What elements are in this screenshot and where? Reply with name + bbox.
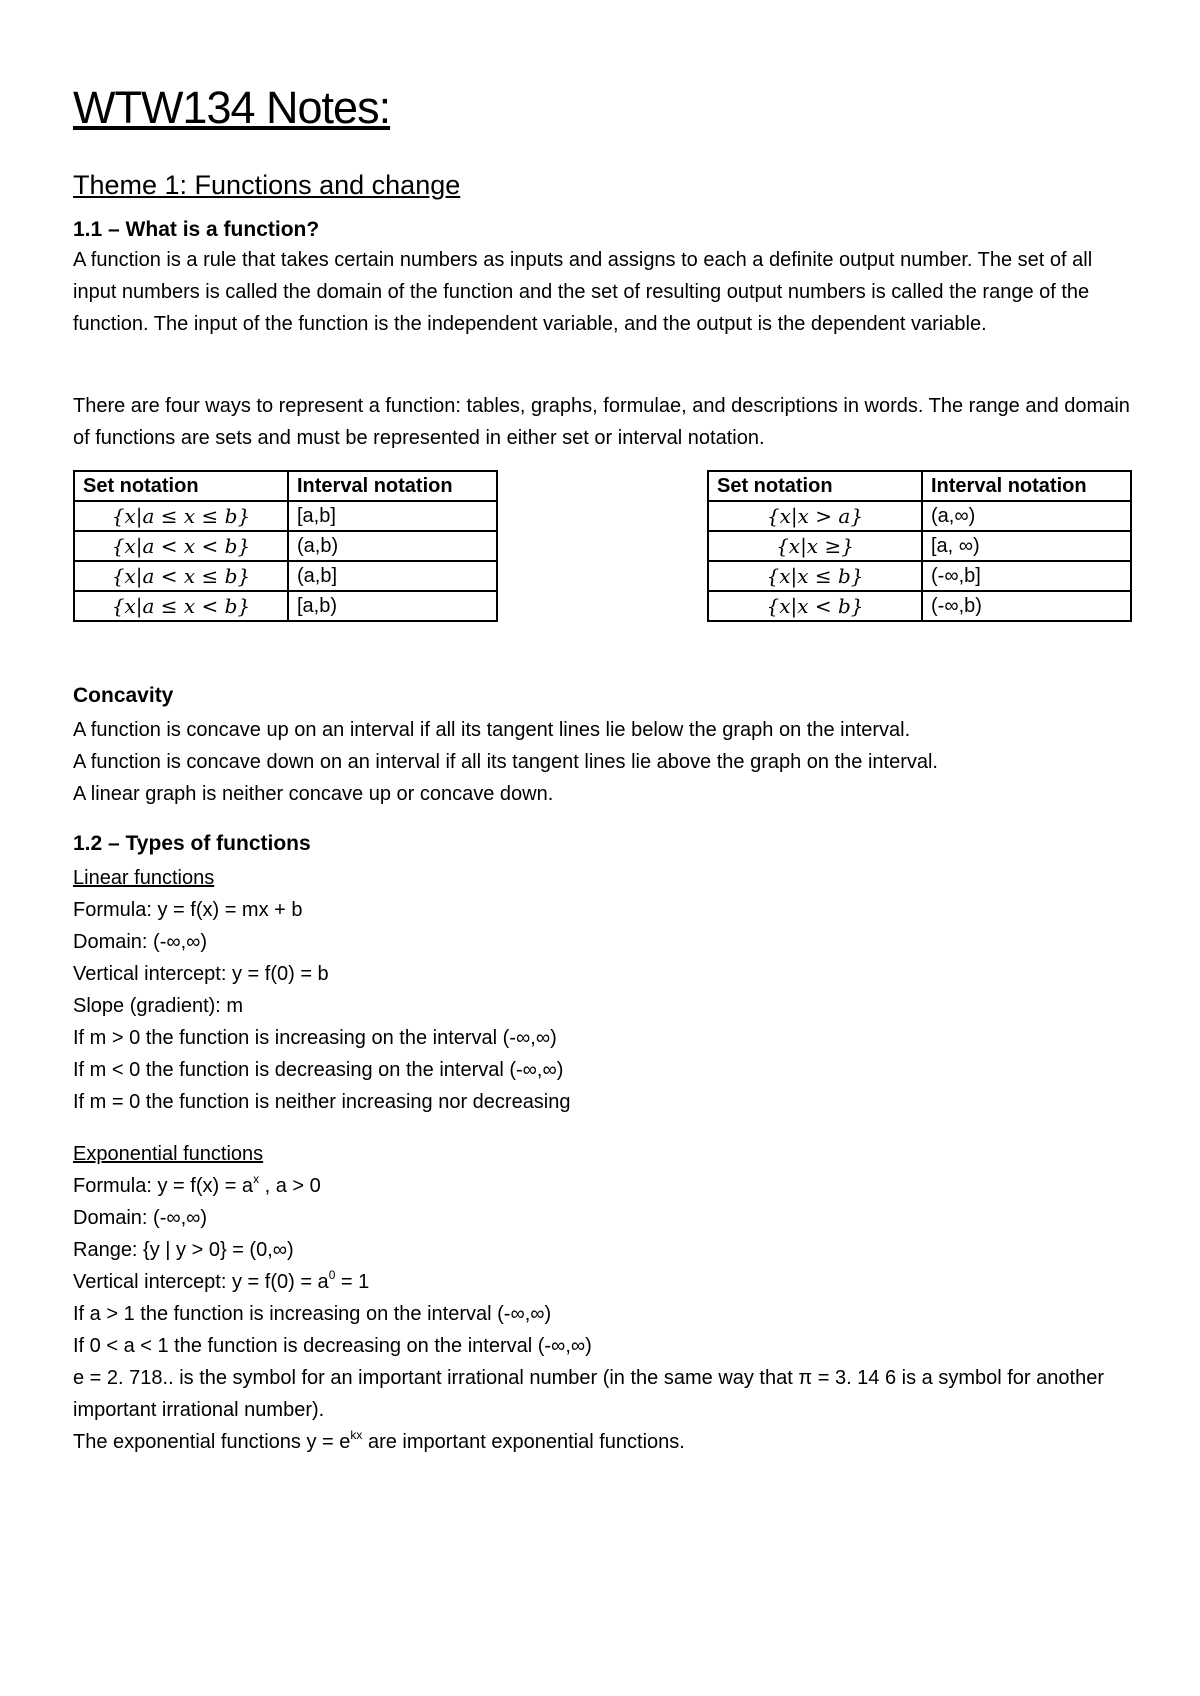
formula-text: Formula: y = f(x) = a — [73, 1175, 254, 1197]
interval-notation-cell: (-∞,b) — [922, 591, 1131, 621]
ekx-suffix: are important exponential functions. — [362, 1431, 685, 1453]
table-row — [708, 561, 1131, 591]
concavity-block — [73, 714, 1153, 810]
ekx-text: The exponential functions y = e — [73, 1431, 351, 1453]
table-row — [74, 501, 497, 531]
table-row — [708, 591, 1131, 621]
exponential-functions-heading: Exponential functions — [73, 1143, 264, 1165]
interval-notation-cell: (a,b) — [288, 531, 497, 561]
set-notation-cell: {x|x > a} — [708, 501, 922, 531]
table-row — [708, 501, 1131, 531]
table-header: Set notation — [708, 471, 922, 501]
interval-notation-cell: (a,b] — [288, 561, 497, 591]
formula-condition: , a > 0 — [259, 1175, 321, 1197]
exponential-functions-block — [73, 1138, 1153, 1458]
interval-notation-cell: [a,b) — [288, 591, 497, 621]
set-notation-cell: {x|a ≤ x ≤ b} — [74, 501, 288, 531]
concavity-line: A function is concave down on an interval if all its tangent lines lie above the graph on the interval. — [73, 751, 938, 773]
concavity-line: A linear graph is neither concave up or concave down. — [73, 783, 554, 805]
notation-table-left — [73, 470, 498, 622]
concavity-heading: Concavity — [73, 684, 174, 707]
notation-table-right — [707, 470, 1132, 622]
concavity-line: A function is concave up on an interval if all its tangent lines lie below the graph on the interval. — [73, 719, 911, 741]
table-header: Interval notation — [288, 471, 497, 501]
set-notation-cell: {x|a < x ≤ b} — [74, 561, 288, 591]
exponential-increasing: If a > 1 the function is increasing on the interval (-∞,∞) — [73, 1303, 552, 1325]
linear-line: Domain: (-∞,∞) — [73, 931, 208, 953]
table-row — [74, 561, 497, 591]
set-notation-cell: {x|a ≤ x < b} — [74, 591, 288, 621]
interval-notation-cell: [a,b] — [288, 501, 497, 531]
ekx-exponent: kx — [350, 1428, 363, 1442]
interval-notation-cell: (-∞,b] — [922, 561, 1131, 591]
exponential-decreasing: If 0 < a < 1 the function is decreasing on the interval (-∞,∞) — [73, 1335, 592, 1357]
interval-notation-cell: [a, ∞) — [922, 531, 1131, 561]
set-notation-cell: {x|x ≤ b} — [708, 561, 922, 591]
theme-heading: Theme 1: Functions and change — [73, 170, 461, 200]
section-1-1-heading: 1.1 – What is a function? — [73, 218, 320, 241]
table-row — [74, 531, 497, 561]
page-title: WTW134 Notes: — [73, 82, 391, 133]
intercept-text: Vertical intercept: y = f(0) = a — [73, 1271, 329, 1293]
linear-functions-block — [73, 862, 1153, 1118]
table-row — [708, 531, 1131, 561]
linear-line: If m < 0 the function is decreasing on the interval (-∞,∞) — [73, 1059, 564, 1081]
set-notation-cell: {x|x < b} — [708, 591, 922, 621]
exponential-formula — [73, 1170, 1153, 1202]
linear-line: If m > 0 the function is increasing on the interval (-∞,∞) — [73, 1027, 557, 1049]
intercept-value: = 1 — [335, 1271, 370, 1293]
table-row — [74, 591, 497, 621]
exponential-domain: Domain: (-∞,∞) — [73, 1207, 208, 1229]
intercept-exponent: 0 — [328, 1268, 336, 1282]
linear-line: Formula: y = f(x) = mx + b — [73, 899, 303, 921]
linear-line: Vertical intercept: y = f(0) = b — [73, 963, 329, 985]
formula-exponent: x — [253, 1172, 260, 1186]
function-definition-paragraph: A function is a rule that takes certain numbers as inputs and assigns to each a definite output number. The set of all input numbers is called the domain of the function and the set of resulting output numbers is called the range of the function. The input of the function is the independent variable, and the output is the dependent variable. — [73, 249, 1093, 335]
table-header: Set notation — [74, 471, 288, 501]
table-header: Interval notation — [922, 471, 1131, 501]
section-1-2-heading: 1.2 – Types of functions — [73, 832, 311, 855]
linear-line: If m = 0 the function is neither increasing nor decreasing — [73, 1091, 571, 1113]
linear-line: Slope (gradient): m — [73, 995, 244, 1017]
set-notation-cell: {x|a < x < b} — [74, 531, 288, 561]
linear-functions-heading: Linear functions — [73, 867, 215, 889]
representation-paragraph: There are four ways to represent a function: tables, graphs, formulae, and descriptions in words. The range and domain of functions are sets and must be represented in either set or interval notation. — [73, 395, 1130, 449]
ekx-note — [73, 1426, 1153, 1458]
exponential-vertical-intercept — [73, 1266, 1153, 1298]
exponential-range: Range: {y | y > 0} = (0,∞) — [73, 1239, 294, 1261]
e-constant-note: e = 2. 718.. is the symbol for an important irrational number (in the same way that π = 3. 14 6 is a symbol for another important irrational number). — [73, 1367, 1104, 1421]
set-notation-cell: {x|x ≥} — [708, 531, 922, 561]
interval-notation-cell: (a,∞) — [922, 501, 1131, 531]
